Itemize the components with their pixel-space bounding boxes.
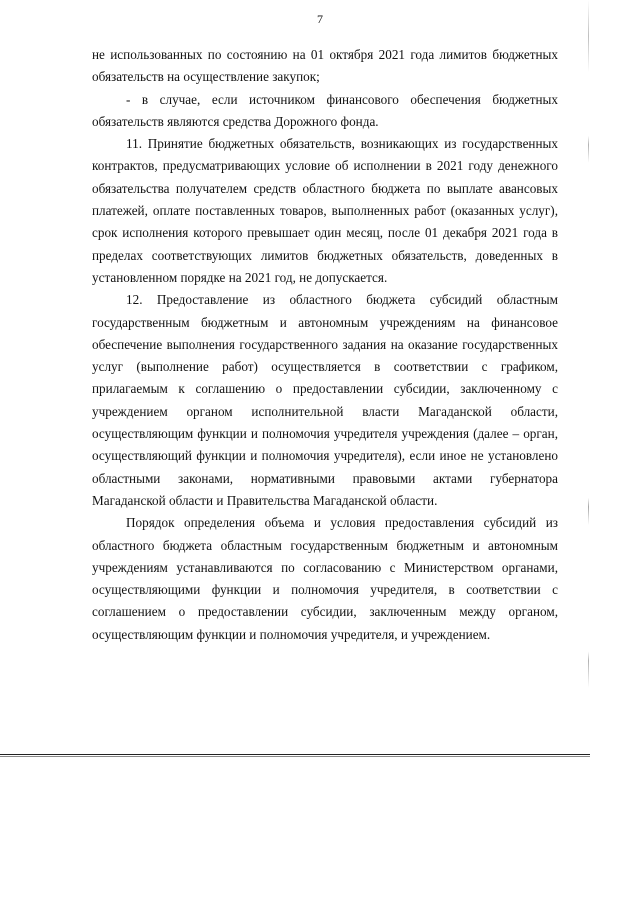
scan-artifact-line: [0, 754, 590, 755]
page-number: 7: [317, 12, 323, 26]
scan-artifact-line-shadow: [0, 756, 590, 757]
paragraph-procedure: Порядок определения объема и условия предоставления субсидий из областного бюджета областным государственным бюджетным и автономным учреждениям устанавливаются по согласованию с Министерством органами, осуществляющими функции и полномочия учредителя, в соответствии с соглашением о предоставлении субсидии, заключенным между органом, осуществляющим функции и полномочия учредителя, и учреждением.: [92, 515, 558, 642]
document-body: [92, 44, 558, 646]
paragraph-road-fund: - в случае, если источником финансового обеспечения бюджетных обязательств являются средства Дорожного фонда.: [92, 91, 558, 129]
paragraph-continuation: не использованных по состоянию на 01 октября 2021 года лимитов бюджетных обязательств на осуществление закупок;: [92, 47, 558, 85]
scan-edge-right: [588, 0, 589, 905]
paragraph-item-11: 11. Принятие бюджетных обязательств, возникающих из государственных контрактов, предусматривающих условие об исполнении в 2021 году денежного обязательства получателем средств областного бюджета по выплате авансовых платежей, оплате поставленных товаров, выполненных работ (оказанных услуг), срок исполнения которого превышает один месяц, после 01 декабря 2021 года в пределах соответствующих лимитов бюджетных обязательств, доведенных в установленном порядке на 2021 год, не допускается.: [92, 136, 558, 285]
paragraph-item-12: 12. Предоставление из областного бюджета субсидий областным государственным бюджетным и автономным учреждениям на финансовое обеспечение выполнения государственного задания на оказание государственных услуг (выполнение работ) осуществляется в соответствии с графиком, прилагаемым к соглашению о предоставлении субсидии, заключенному с учреждением органом исполнительной власти Магаданской области, осуществляющим функции и полномочия учредителя учреждения (далее – орган, осуществляющий функции и полномочия учредителя), если иное не установлено областными законами, нормативными правовыми актами губернатора Магаданской области и Правительства Магаданской области.: [92, 292, 558, 508]
